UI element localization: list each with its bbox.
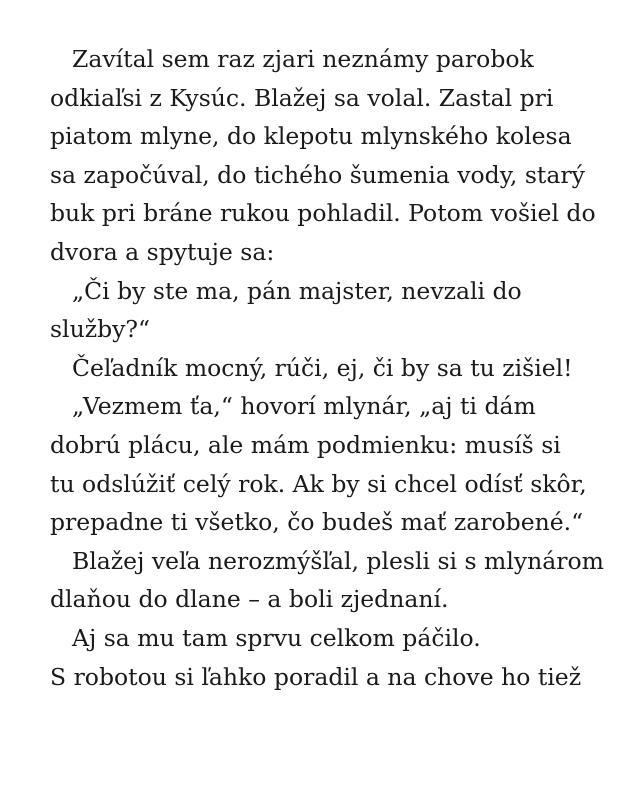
paragraph-line: „Vezmem ťa,“ hovorí mlynár, „aj ti dám xyxy=(72,392,536,421)
paragraph-line: sa započúval, do tichého šumenia vody, starý xyxy=(50,160,585,189)
paragraph-line: Čeľadník mocný, rúči, ej, či by sa tu zišiel! xyxy=(72,353,573,382)
paragraph-line: služby?“ xyxy=(50,315,151,344)
paragraph-line: Aj sa mu tam sprvu celkom páčilo. xyxy=(72,623,481,652)
paragraph-line: S robotou si ľahko poradil a na chove ho tiež xyxy=(50,662,582,691)
paragraph-line: „Či by ste ma, pán majster, nevzali do xyxy=(72,276,522,305)
paragraph-line: tu odslúžiť celý rok. Ak by si chcel odísť skôr, xyxy=(50,469,587,498)
paragraph-line: Zavítal sem raz zjari neznámy parobok xyxy=(72,45,534,73)
paragraph-line: prepadne ti všetko, čo budeš mať zarobené.“ xyxy=(50,508,584,537)
book-page-text xyxy=(50,40,620,696)
paragraph-line: piatom mlyne, do klepotu mlynského kolesa xyxy=(50,122,572,151)
paragraph-line: buk pri bráne rukou pohladil. Potom vošiel do xyxy=(50,199,596,228)
paragraph-line: dobrú plácu, ale mám podmienku: musíš si xyxy=(50,430,561,459)
paragraph-line: dvora a spytuje sa: xyxy=(50,237,275,266)
paragraph-line: odkiaľsi z Kysúc. Blažej sa volal. Zastal pri xyxy=(50,83,554,112)
paragraph-line: Blažej veľa nerozmýšľal, plesli si s mlynárom xyxy=(72,546,604,575)
paragraph-line: dlaňou do dlane – a boli zjednaní. xyxy=(50,585,449,614)
